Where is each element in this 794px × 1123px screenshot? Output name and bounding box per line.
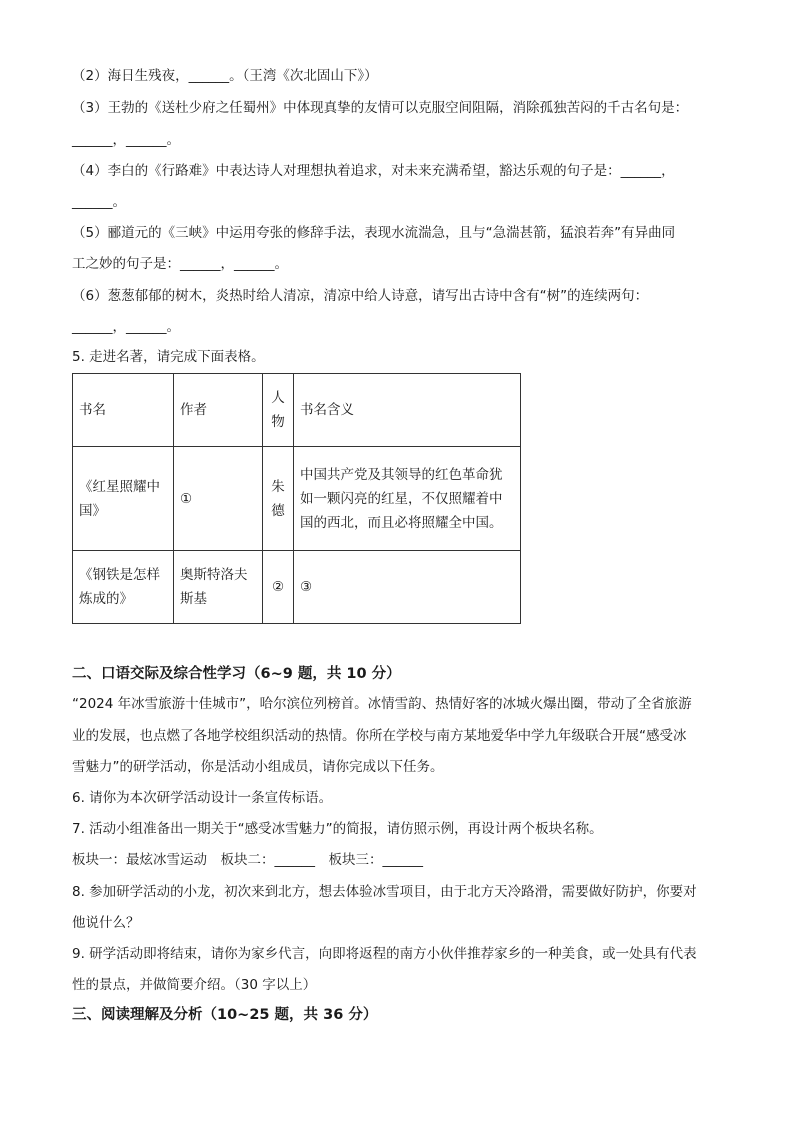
question-9-line1: 9. 研学活动即将结束，请你为家乡代言，向即将返程的南方小伙伴推荐家乡的一种美食，或一处具有代表 — [72, 946, 697, 962]
question-4-5-line2: 工之妙的句子是：______，______。 — [72, 256, 288, 272]
question-7-blocks: 板块一：最炫冰雪运动 板块二：______ 板块三：______ — [72, 852, 423, 868]
cell-meaning: 中国共产党及其领导的红色革命犹 如一颗闪亮的红星，不仅照耀着中 国的西北，而且必将照耀全中国。 — [294, 447, 521, 551]
header-author: 作者 — [174, 374, 263, 447]
question-6: 6. 请你为本次研学活动设计一条宣传标语。 — [72, 790, 333, 806]
header-book: 书名 — [73, 374, 174, 447]
section-2-intro-line1: “2024 年冰雪旅游十佳城市”，哈尔滨位列榜首。冰情雪韵、热情好客的冰城火爆出圈，带动了全省旅游 — [72, 696, 692, 712]
question-4-3-line2: ______，______。 — [72, 132, 180, 148]
question-8-line2: 他说什么？ — [72, 915, 140, 931]
question-4-2: （2）海日生残夜，______。（王湾《次北固山下》） — [72, 68, 378, 84]
section-2-heading: 二、口语交际及综合性学习（6~9 题，共 10 分） — [72, 666, 401, 682]
question-4-4-line2: ______。 — [72, 194, 126, 210]
section-3-heading: 三、阅读理解及分析（10~25 题，共 36 分） — [72, 1007, 378, 1023]
question-5-title: 5. 走进名著，请完成下面表格。 — [72, 349, 265, 365]
table-header-row — [73, 374, 521, 447]
cell-person: 朱 德 — [263, 447, 294, 551]
header-meaning: 书名含义 — [294, 374, 521, 447]
cell-book: 《钢铁是怎样 炼成的》 — [73, 551, 174, 624]
question-4-5-line1: （5）郦道元的《三峡》中运用夸张的修辞手法，表现水流湍急，且与“急湍甚箭，猛浪若奔”有异曲同 — [72, 225, 676, 241]
table-row — [73, 447, 521, 551]
question-8-line1: 8. 参加研学活动的小龙，初次来到北方，想去体验冰雪项目，由于北方天冷路滑，需要做好防护，你要对 — [72, 884, 697, 900]
cell-author: 奥斯特洛夫 斯基 — [174, 551, 263, 624]
table-row — [73, 551, 521, 624]
question-4-6-line1: （6）葱葱郁郁的树木，炎热时给人清凉，清凉中给人诗意，请写出古诗中含有“树”的连续两句： — [72, 288, 649, 304]
question-4-4-line1: （4）李白的《行路难》中表达诗人对理想执着追求，对未来充满希望，豁达乐观的句子是：______， — [72, 163, 675, 179]
books-table — [72, 373, 521, 624]
question-4-3-line1: （3）王勃的《送杜少府之任蜀州》中体现真挚的友情可以克服空间阻隔，消除孤独苦闷的千古名句是： — [72, 100, 689, 116]
cell-author: ① — [174, 447, 263, 551]
question-9-line2: 性的景点，并做简要介绍。（30 字以上） — [72, 977, 317, 993]
cell-meaning: ③ — [294, 551, 521, 624]
question-4-6-line2: ______，______。 — [72, 319, 180, 335]
cell-person: ② — [263, 551, 294, 624]
section-2-intro-line2: 业的发展，也点燃了各地学校组织活动的热情。你所在学校与南方某地爱华中学九年级联合开展“感受冰 — [72, 728, 687, 744]
header-person: 人 物 — [263, 374, 294, 447]
section-2-intro-line3: 雪魅力”的研学活动，你是活动小组成员，请你完成以下任务。 — [72, 759, 444, 775]
question-7: 7. 活动小组准备出一期关于“感受冰雪魅力”的简报，请仿照示例，再设计两个板块名称。 — [72, 821, 603, 837]
cell-book: 《红星照耀中 国》 — [73, 447, 174, 551]
